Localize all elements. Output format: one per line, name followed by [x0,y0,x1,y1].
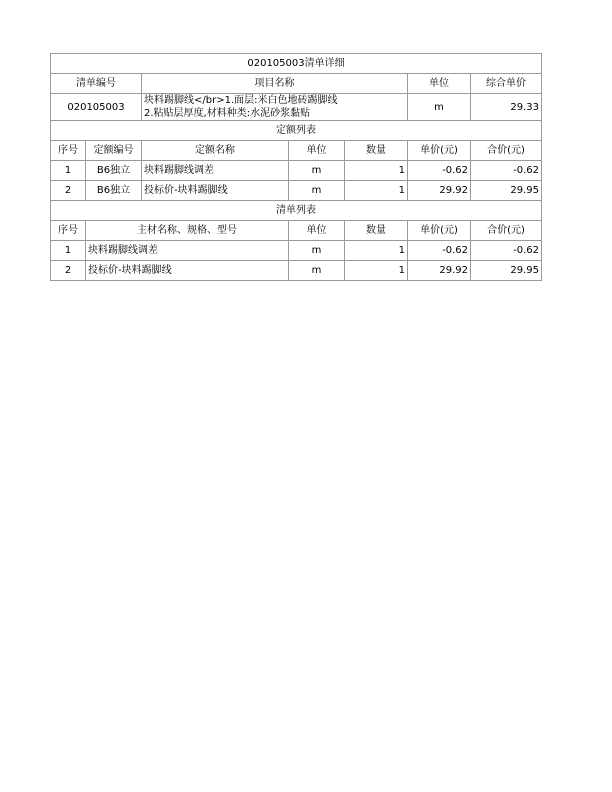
quota-header-unit: 单位 [289,141,345,161]
item-price: 29.33 [471,94,542,121]
material-unit-price: -0.62 [408,241,471,261]
materials-header-seq: 序号 [51,221,86,241]
materials-header-unit: 单位 [289,221,345,241]
quota-code: B6独立 [86,161,142,181]
materials-header-unit-price: 单价(元) [408,221,471,241]
quota-qty: 1 [345,161,408,181]
material-name: 块料踢脚线调差 [86,241,289,261]
material-unit-price: 29.92 [408,261,471,281]
quota-unit: m [289,161,345,181]
header-name: 项目名称 [142,74,408,94]
quota-name: 块料踢脚线调差 [142,161,289,181]
item-name-line-2: 2.粘贴层厚度,材料种类:水泥砂浆黏贴 [144,108,311,119]
quota-total: 29.95 [471,181,542,201]
item-unit: m [408,94,471,121]
quota-header-code: 定额编号 [86,141,142,161]
quota-section-row [51,121,542,141]
table-row [51,161,542,181]
table-row [51,241,542,261]
quota-unit: m [289,181,345,201]
bill-detail-table [50,53,542,281]
material-total: 29.95 [471,261,542,281]
quota-total: -0.62 [471,161,542,181]
materials-header-total: 合价(元) [471,221,542,241]
quota-header-qty: 数量 [345,141,408,161]
header-price: 综合单价 [471,74,542,94]
item-header-row [51,74,542,94]
material-seq: 2 [51,261,86,281]
quota-code: B6独立 [86,181,142,201]
material-seq: 1 [51,241,86,261]
quota-seq: 2 [51,181,86,201]
quota-qty: 1 [345,181,408,201]
sheet-title: 020105003清单详细 [51,54,542,74]
item-code: 020105003 [51,94,142,121]
quota-unit-price: -0.62 [408,161,471,181]
item-row [51,94,542,121]
header-unit: 单位 [408,74,471,94]
materials-header-name: 主材名称、规格、型号 [86,221,289,241]
material-unit: m [289,261,345,281]
item-name [142,94,408,121]
item-name-line-1: 块料踢脚线</br>1.面层:米白色地砖踢脚线 [144,95,338,106]
header-code: 清单编号 [51,74,142,94]
material-qty: 1 [345,241,408,261]
quota-section-title: 定额列表 [51,121,542,141]
quota-header-row [51,141,542,161]
materials-header-qty: 数量 [345,221,408,241]
table-row [51,261,542,281]
quota-header-total: 合价(元) [471,141,542,161]
quota-header-name: 定额名称 [142,141,289,161]
quota-seq: 1 [51,161,86,181]
materials-header-row [51,221,542,241]
material-name: 投标价-块料踢脚线 [86,261,289,281]
quota-unit-price: 29.92 [408,181,471,201]
material-qty: 1 [345,261,408,281]
materials-section-title: 清单列表 [51,201,542,221]
table-row [51,181,542,201]
title-row [51,54,542,74]
materials-section-row [51,201,542,221]
material-unit: m [289,241,345,261]
quota-header-unit-price: 单价(元) [408,141,471,161]
material-total: -0.62 [471,241,542,261]
quota-header-seq: 序号 [51,141,86,161]
quota-name: 投标价-块料踢脚线 [142,181,289,201]
